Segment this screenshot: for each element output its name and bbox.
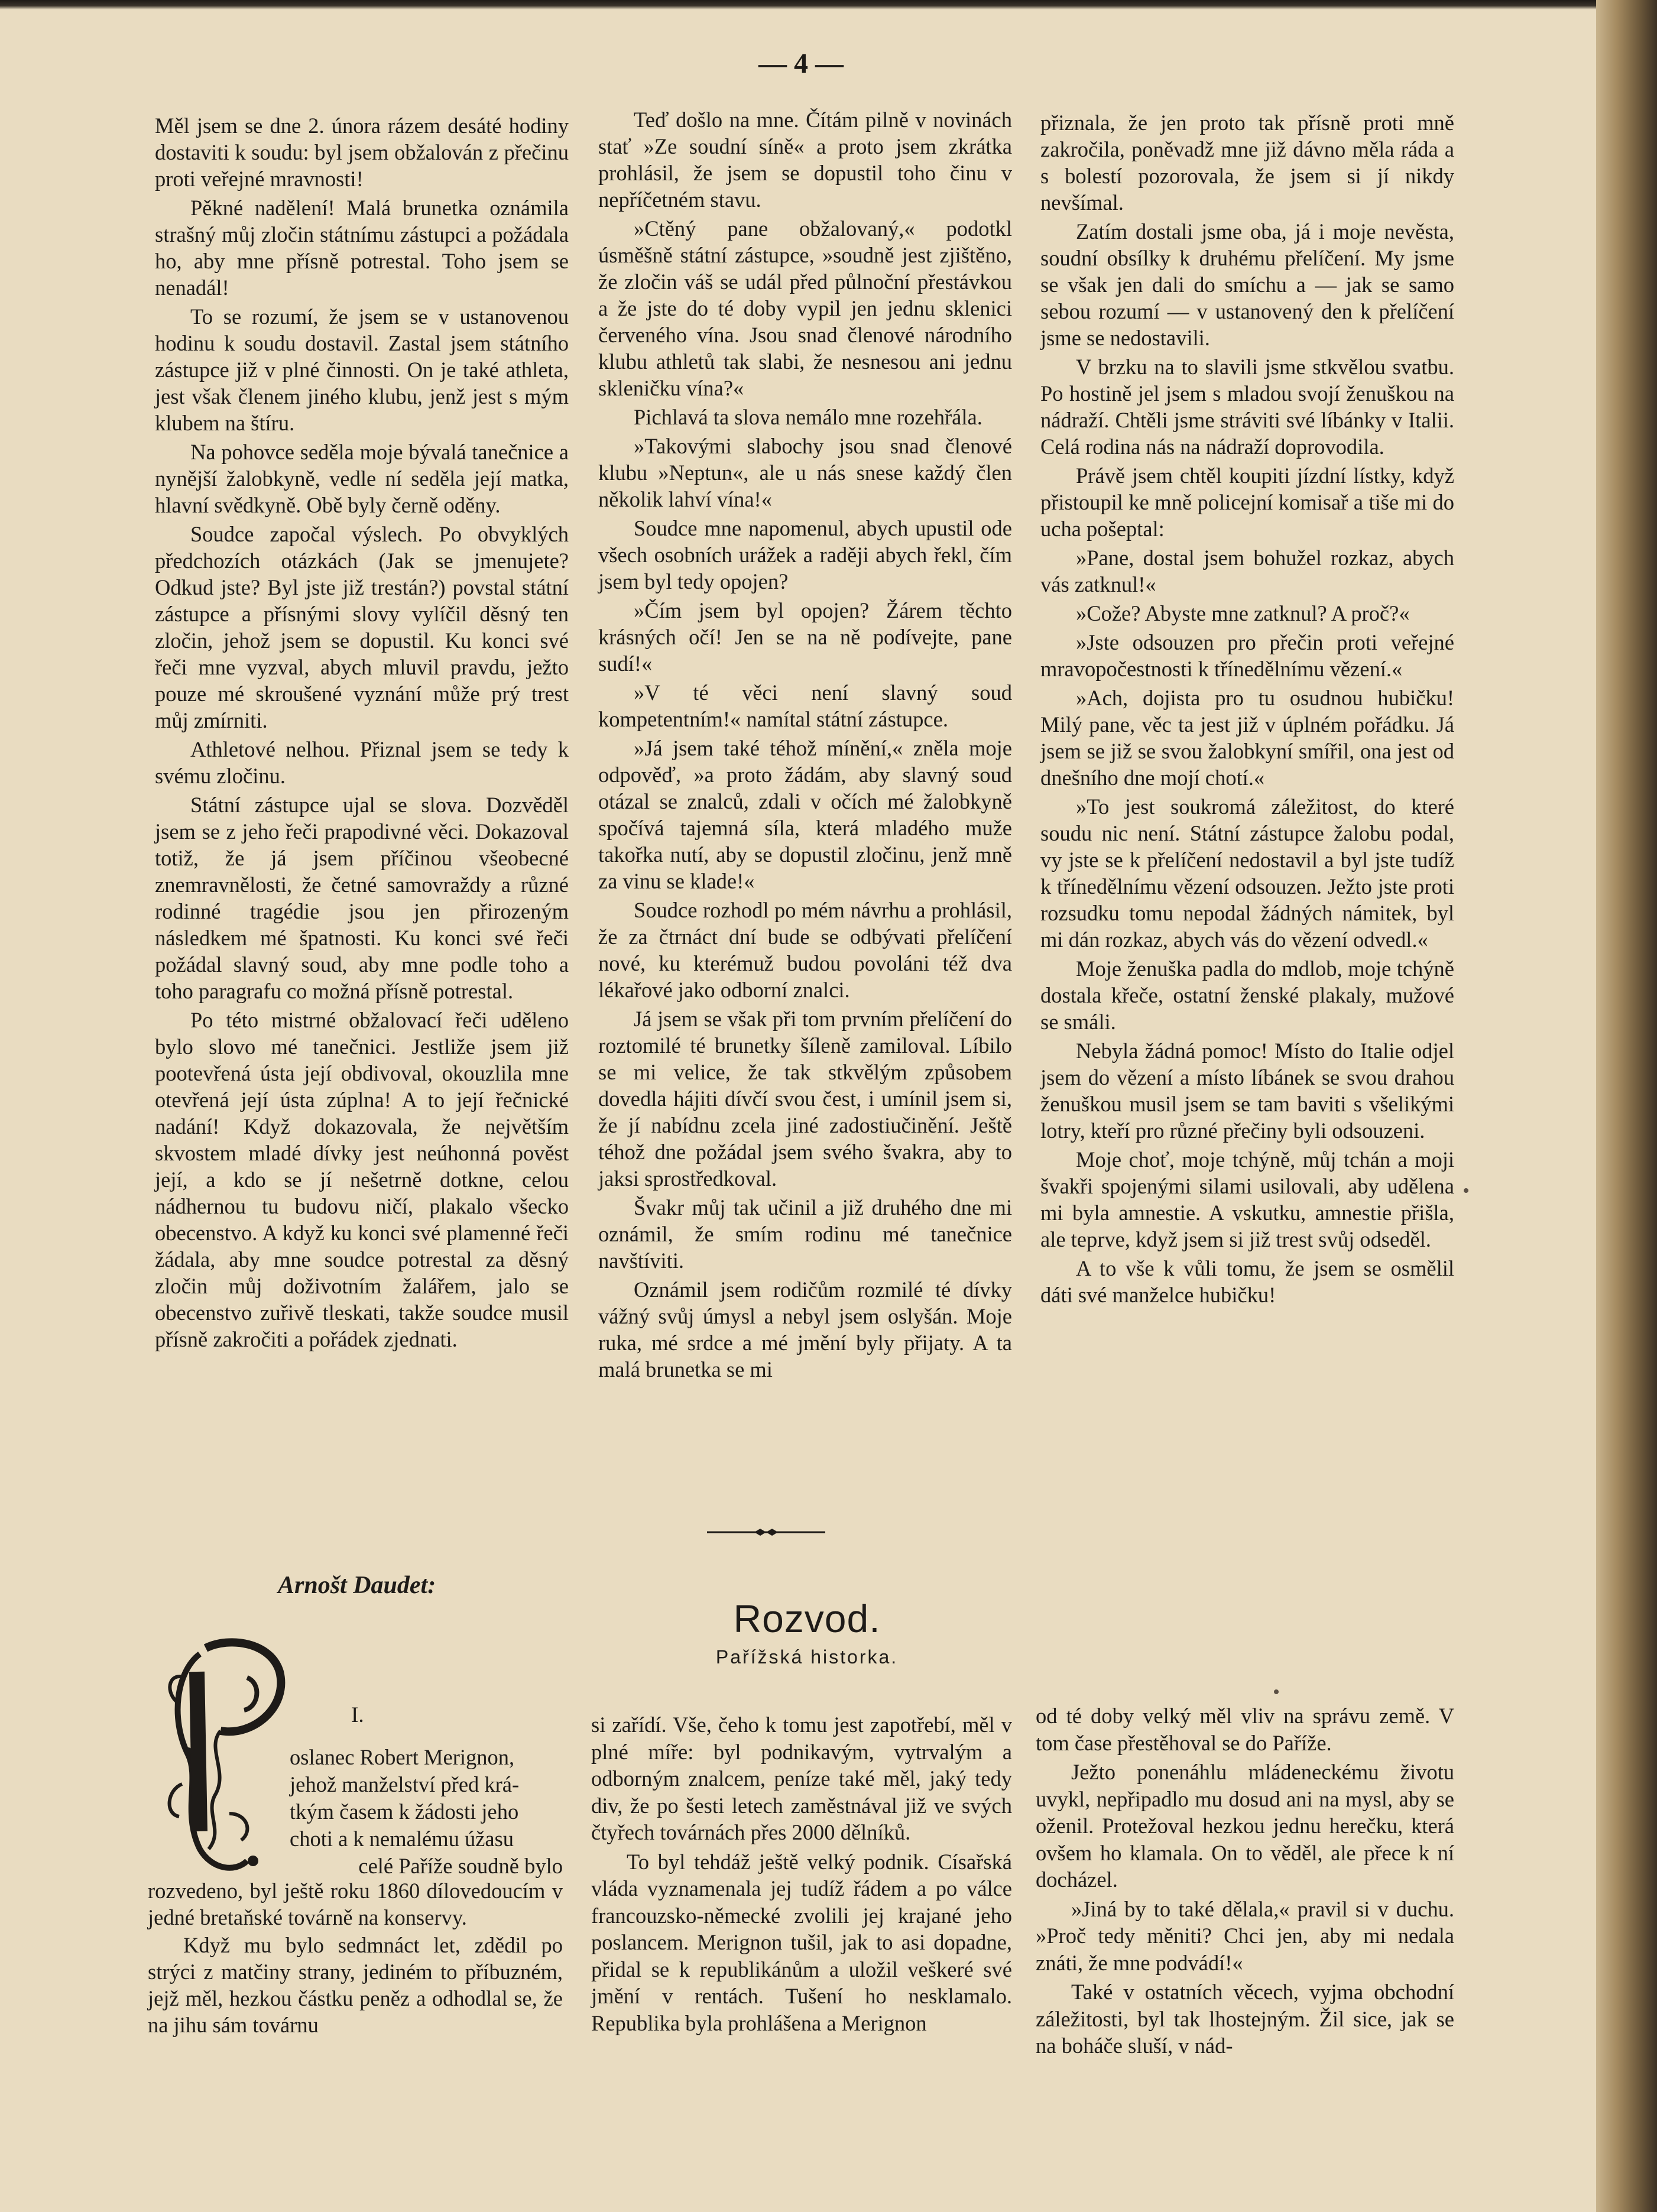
paragraph: V brzku na to slavili jsme stkvělou svatbu. Po hostině jel jsem s mladou svojí ženuškou na nádraží. Chtěli jsme stráviti své líbánky v Italii. Celá rodina nás na nádraží doprovodila. bbox=[1040, 355, 1454, 459]
story2-column-3 bbox=[1036, 1702, 1454, 2062]
paragraph: Oznámil jsem rodičům rozmilé té dívky vážný svůj úmysl a nebyl jsem oslyšán. Moje ruka, mé srdce a mé jmění byly přijaty. A ta malá brunetka se mi bbox=[598, 1277, 1012, 1381]
author-byline: Arnošt Daudet: bbox=[278, 1572, 436, 1599]
paragraph: od té doby velký měl vliv na správu země. V tom čase přestěhoval se do Paříže. bbox=[1036, 1704, 1454, 1755]
paragraph: Ježto ponenáhlu mládeneckému životu uvykl, nepřipadlo mu dosud ani na mysl, aby se oženil. Protežoval hezkou jednu herečku, která ovšem ho klamala. On to věděl, ale přece k ní docházel. bbox=[1036, 1760, 1454, 1892]
story1-column-3 bbox=[1040, 109, 1454, 1311]
paragraph: Zatím dostali jsme oba, já i moje nevěsta, soudní obsílky k druhému přelíčení. My jsme se však jen dali do smíchu a — jak se samo sebou rozumí — v ustanovený den k přelíčení jsme se nedostavili. bbox=[1040, 219, 1454, 350]
paragraph: Soudce započal výslech. Po obvyklých předchozích otázkách (Jak se jmenujete? Odkud jste? Byl jste již trestán?) povstal státní zástupce a přísnými slovy vylíčil děsný ten zločin, jehož jsem se dopustil. Ku konci své řeči mne vyzval, abych mluvil pravdu, ježto pouze mé skroušené vyznání může prý trest můj zmírniti. bbox=[155, 522, 569, 732]
paragraph: Měl jsem se dne 2. února rázem desáté hodiny dostaviti k soudu: byl jsem obžalován z přečinu proti veřejné mravnosti! bbox=[155, 113, 569, 191]
paragraph: Moje choť, moje tchýně, můj tchán a moji švakři spojenými silami usilovali, aby udělena mi byla amnestie. A vskutku, amnestie přišla, ale teprve, když jsem si již trest svůj odseděl. bbox=[1040, 1147, 1454, 1251]
chapter-number: I. bbox=[351, 1703, 364, 1727]
paragraph: Švakr můj tak učinil a již druhého dne mi oznámil, že smím rodinu mé tanečnice navštíviti. bbox=[598, 1195, 1012, 1273]
paragraph: Když mu bylo sedmnáct let, zdědil po strýci z matčiny strany, jediném to příbuzném, jejž měl, hezkou částku peněz a odhodlal se, že na jihu sám továrnu bbox=[148, 1933, 563, 2037]
paragraph: Soudce mne napomenul, abych upustil ode všech osobních urážek a raději abych řekl, čím jsem byl tedy opojen? bbox=[598, 516, 1012, 593]
decorative-initial-icon bbox=[164, 1636, 291, 1876]
paragraph: Athletové nelhou. Přiznal jsem se tedy k svému zločinu. bbox=[155, 737, 569, 788]
paragraph: Na pohovce seděla moje bývalá tanečnice a nynější žalobkyně, vedle ní seděla její matka, hlavní svědkyně. Obě byly černě oděny. bbox=[155, 440, 569, 517]
paragraph: Státní zástupce ujal se slova. Dozvěděl jsem se z jeho řeči prapodivné věci. Dokazoval totiž, že já jsem příčinou všeobecné znemravnělosti, že četné samovraždy a různé rodinné tragédie jsou jen přirozeným následkem mé špatnosti. Ku konci své řeči požádal slavný soud, aby mne podle toho a toho paragrafu co možná přísně potrestal. bbox=[155, 793, 569, 1003]
page-number: — 4 — bbox=[758, 48, 844, 79]
paragraph: Pichlavá ta slova nemálo mne rozehřála. bbox=[634, 405, 982, 429]
paragraph: »Ctěný pane obžalovaný,« podotkl úsměšně státní zástupce, »soudně jest zjištěno, že zločin váš se udál před půlnoční přestávkou a že jste do té doby vypil jen jednu sklenici červeného vína. Jsou snad členové národního klubu athletů tak slabi, že nesnesou ani jednu skleničku vína?« bbox=[598, 216, 1012, 400]
paragraph: Moje ženuška padla do mdlob, moje tchýně dostala křeče, ostatní ženské plakaly, mužové se smáli. bbox=[1040, 956, 1454, 1034]
paragraph: »Cože? Abyste mne zatknul? A proč?« bbox=[1076, 601, 1410, 625]
book-binding-edge bbox=[1596, 0, 1657, 2212]
paragraph: »Pane, dostal jsem bohužel rozkaz, abych vás zatknul!« bbox=[1040, 546, 1454, 596]
story1-column-1 bbox=[155, 112, 569, 1355]
text-line: jehož manželství před krá- bbox=[290, 1772, 520, 1796]
paragraph: »Jiná by to také dělala,« pravil si v duchu. »Proč tedy měniti? Chci jen, aby mi nedala znáti, že mne podvádí!« bbox=[1036, 1896, 1454, 1975]
paragraph: rozvedeno, byl ještě roku 1860 dílovedoucím v jedné bretaňské továrně na konservy. bbox=[148, 1879, 563, 1929]
text-line: oslanec Robert Merignon, bbox=[290, 1745, 515, 1769]
article-title: Rozvod. bbox=[733, 1597, 881, 1640]
paragraph: Soudce rozhodl po mém návrhu a prohlásil, že za čtrnáct dní bude se odbývati přelíčení nové, ku kterémuž budou povoláni též dva lékařové jako odborní znalci. bbox=[598, 898, 1012, 1002]
paragraph: Právě jsem chtěl koupiti jízdní lístky, když přistoupil ke mně policejní komisař a tiše mi do ucha pošeptal: bbox=[1040, 463, 1454, 541]
paragraph: »Ach, dojista pro tu osudnou hubičku! Milý pane, věc ta jest již v úplném pořádku. Já jsem se již se svou žalobkyní smířil, ona jest od dnešního dne mojí chotí.« bbox=[1040, 686, 1454, 790]
paragraph: Já jsem se však při tom prvním přelíčení do roztomilé té brunetky šíleně zamiloval. Líbilo se mi velice, že tak stkvělým způsobem dovedla hájiti dívčí svou čest, i umínil jsem si, že jí nabídnu zcela jiné zadostiučinění. Ještě téhož dne požádal jsem svého švakra, aby to jaksi sprostředkoval. bbox=[598, 1007, 1012, 1191]
story2-dropcap-wrap-text bbox=[290, 1744, 563, 1880]
divider-ornament bbox=[707, 1526, 825, 1538]
article-subtitle: Pařížská historka. bbox=[715, 1646, 899, 1668]
print-speck bbox=[1464, 1188, 1468, 1193]
paragraph: To se rozumí, že jsem se v ustanovenou hodinu k soudu dostavil. Zastal jsem státního zástupce již v plné činnosti. On je také athleta, jest však členem jiného klubu, jenž jest s mým klubem na štíru. bbox=[155, 304, 569, 435]
paragraph: »Já jsem také téhož mínění,« zněla moje odpověď, »a proto žádám, aby slavný soud otázal se znalců, zdali v očích mé žalobkyně spočívá tajemná síla, která mladého muže takořka nutí, aby se dopustil zločinu, jenž mně za vinu se klade!« bbox=[598, 736, 1012, 893]
text-line: celé Paříže soudně bylo bbox=[358, 1854, 563, 1878]
paragraph: přiznala, že jen proto tak přísně proti mně zakročila, poněvadž mne již dávno měla ráda a s bolestí pozorovala, že jsem si jí nikdy nevšímal. bbox=[1040, 111, 1454, 215]
paragraph: »Takovými slabochy jsou snad členové klubu »Neptun«, ale u nás snese každý člen několik lahví vína!« bbox=[598, 434, 1012, 511]
paragraph: Pěkné nadělení! Malá brunetka oznámila strašný můj zločin státnímu zástupci a požádala ho, aby mne přísně potrestal. Toho jsem se nenadál! bbox=[155, 196, 569, 300]
top-edge-shadow bbox=[0, 0, 1596, 9]
paragraph: Také v ostatních věcech, vyjma obchodní záležitosti, byl tak lhostejným. Žil sice, jak se na boháče sluší, v nád- bbox=[1036, 1980, 1454, 2058]
paragraph: si zařídí. Vše, čeho k tomu jest zapotřebí, měl v plné míře: byl podnikavým, vytrvalým a odborným znalcem, peníze také měl, jaký tedy div, že po šesti letech zaměstnával již ve svých čtyřech továrnách přes 2000 dělníků. bbox=[591, 1712, 1012, 1844]
paragraph: Teď došlo na mne. Čítám pilně v novinách stať »Ze soudní síně« a proto jsem zkrátka prohlásil, že jsem se dopustil toho činu v nepříčetném stavu. bbox=[598, 108, 1012, 212]
paragraph: Nebyla žádná pomoc! Místo do Italie odjel jsem do vězení a místo líbánek se svou drahou ženuškou musil jsem se tam baviti s všelikými lotry, kteří pro různé přečiny byli odsouzeni. bbox=[1040, 1039, 1454, 1143]
story1-column-2 bbox=[598, 106, 1012, 1385]
text-line: choti a k nemalému úžasu bbox=[290, 1827, 514, 1851]
paragraph: »To jest soukromá záležitost, do které soudu nic není. Státní zástupce žalobu podal, vy jste se k přelíčení nedostavil a byl jste tudíž k třínedělnímu vězení odsouzen. Ježto jste proti rozsudku tomu nepodal žádných námitek, byl mi dán rozkaz, abych vás do vězení odvedl.« bbox=[1040, 794, 1454, 952]
paragraph: A to vše k vůli tomu, že jsem se osmělil dáti své manželce hubičku! bbox=[1040, 1256, 1454, 1307]
paragraph: »Čím jsem byl opojen? Žárem těchto krásných očí! Jen se na ně podívejte, pane sudí!« bbox=[598, 598, 1012, 676]
story2-column-1 bbox=[148, 1877, 563, 2039]
print-speck bbox=[1274, 1689, 1279, 1694]
paragraph: To byl tehdáž ještě velký podnik. Císařská vláda vyznamenala jej tudíž řádem a po válce francouzsko-německé zvolili jej krajané jeho poslancem. Merignon tušil, jak to asi dopadne, přidal se k republikánům a uložil veškeré své jmění v rentách. Tušení ho nesklamalo. Republika byla prohlášena a Merignon bbox=[591, 1849, 1012, 2035]
paragraph: »V té věci není slavný soud kompetentním!« namítal státní zástupce. bbox=[598, 680, 1012, 731]
text-line: tkým časem k žádosti jeho bbox=[290, 1799, 519, 1824]
paragraph: »Jste odsouzen pro přečin proti veřejné mravopočestnosti k třínedělnímu vězení.« bbox=[1040, 630, 1454, 681]
paragraph: Po této mistrné obžalovací řeči uděleno bylo slovo mé tanečnici. Jestliže jsem již pootevřená ústa její obdivoval, okouzlila mne otevřená její ústa zúplna! A to její řečnické nadání! Když dokazovala, že největším skvostem mladé dívky jest neúhonná pověst její, a kdo se jí nešetrně dotkne, celou nádhernou tu budovu ničí, plakalo všecko obecenstvo. A když ku konci své plamenné řeči žádala, aby mne soudce potrestal za děsný zločin můj doživotním žalářem, jalo se obecenstvo zuřivě tleskati, takže soudce musil přísně zakročiti a pořádek zjednati. bbox=[155, 1008, 569, 1351]
story2-column-2 bbox=[591, 1711, 1012, 2039]
